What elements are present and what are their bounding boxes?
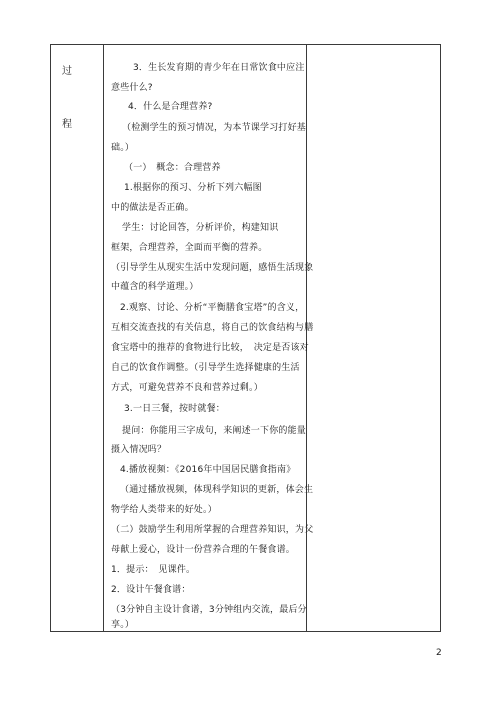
text-line: 摄入情况吗？ — [111, 445, 167, 455]
text-line: 4．什么是合理营养? — [128, 102, 213, 112]
process-label-char-2: 程 — [62, 119, 72, 130]
table-divider-2 — [306, 44, 307, 632]
text-line: （3分钟自主设计食谱，3分钟组内交流，最后分 — [111, 605, 307, 615]
process-label-char-1: 过 — [62, 66, 72, 77]
text-line: 物学给人类带来的好处。） — [111, 505, 217, 515]
text-line: （检测学生的预习情况，为本节课学习打好基 — [122, 123, 307, 133]
page-number: 2 — [436, 648, 442, 658]
text-line: 提问：你能用三字成句，来阐述一下你的能量 — [122, 426, 307, 436]
text-line: 3.一日三餐，按时就餐： — [124, 404, 225, 414]
text-line: 2.观察、讨论、分析“平衡膳食宝塔”的含义， — [120, 303, 305, 313]
text-line: 自己的饮食作调整。（引导学生选择健康的生活 — [111, 363, 300, 373]
text-line: 意些什么? — [111, 83, 153, 93]
section-heading: （一） 概念：合理营养 — [124, 163, 221, 173]
text-line: 3．生长发育期的青少年在日常饮食中应注 — [133, 63, 305, 73]
text-line: 1.根据你的预习、分析下列六幅图 — [124, 183, 262, 193]
text-line: （引导学生从现实生活中发现问题，感悟生活现象 — [111, 263, 314, 273]
table-top-border — [50, 44, 441, 45]
text-line: 方式，可避免营养不良和营养过剩。） — [111, 383, 263, 393]
text-line: 框架，合理营养，全面而平衡的营养。 — [111, 243, 268, 253]
table-divider-1 — [103, 44, 104, 632]
text-line: 础。） — [111, 143, 135, 153]
table-bottom-border — [50, 631, 441, 632]
section-heading: （二）鼓励学生利用所掌握的合理营养知识，为父 — [111, 525, 314, 535]
table-right-border — [440, 44, 441, 632]
text-line: 中蕴含的科学道理。） — [111, 282, 199, 292]
text-line: 2．设计午餐食谱： — [111, 585, 191, 595]
text-line: 享。） — [111, 620, 135, 630]
text-line: 中的做法是否正确。 — [111, 203, 194, 213]
text-line: 4.播放视频：《2016年中国居民膳食指南》 — [120, 465, 296, 475]
text-line: 学生：讨论回答，分析评价，构建知识 — [122, 223, 279, 233]
text-line: 母献上爱心，设计一份营养合理的午餐食谱。 — [111, 545, 296, 555]
text-line: 食宝塔中的推荐的食物进行比较， 决定是否该对 — [111, 343, 309, 353]
table-left-border — [50, 44, 51, 632]
text-line: 1．提示： 见课件。 — [111, 565, 196, 575]
text-line: （通过播放视频，体现科学知识的更新，体会生 — [120, 485, 314, 495]
text-line: 互相交流查找的有关信息，将自己的饮食结构与膳 — [111, 323, 314, 333]
